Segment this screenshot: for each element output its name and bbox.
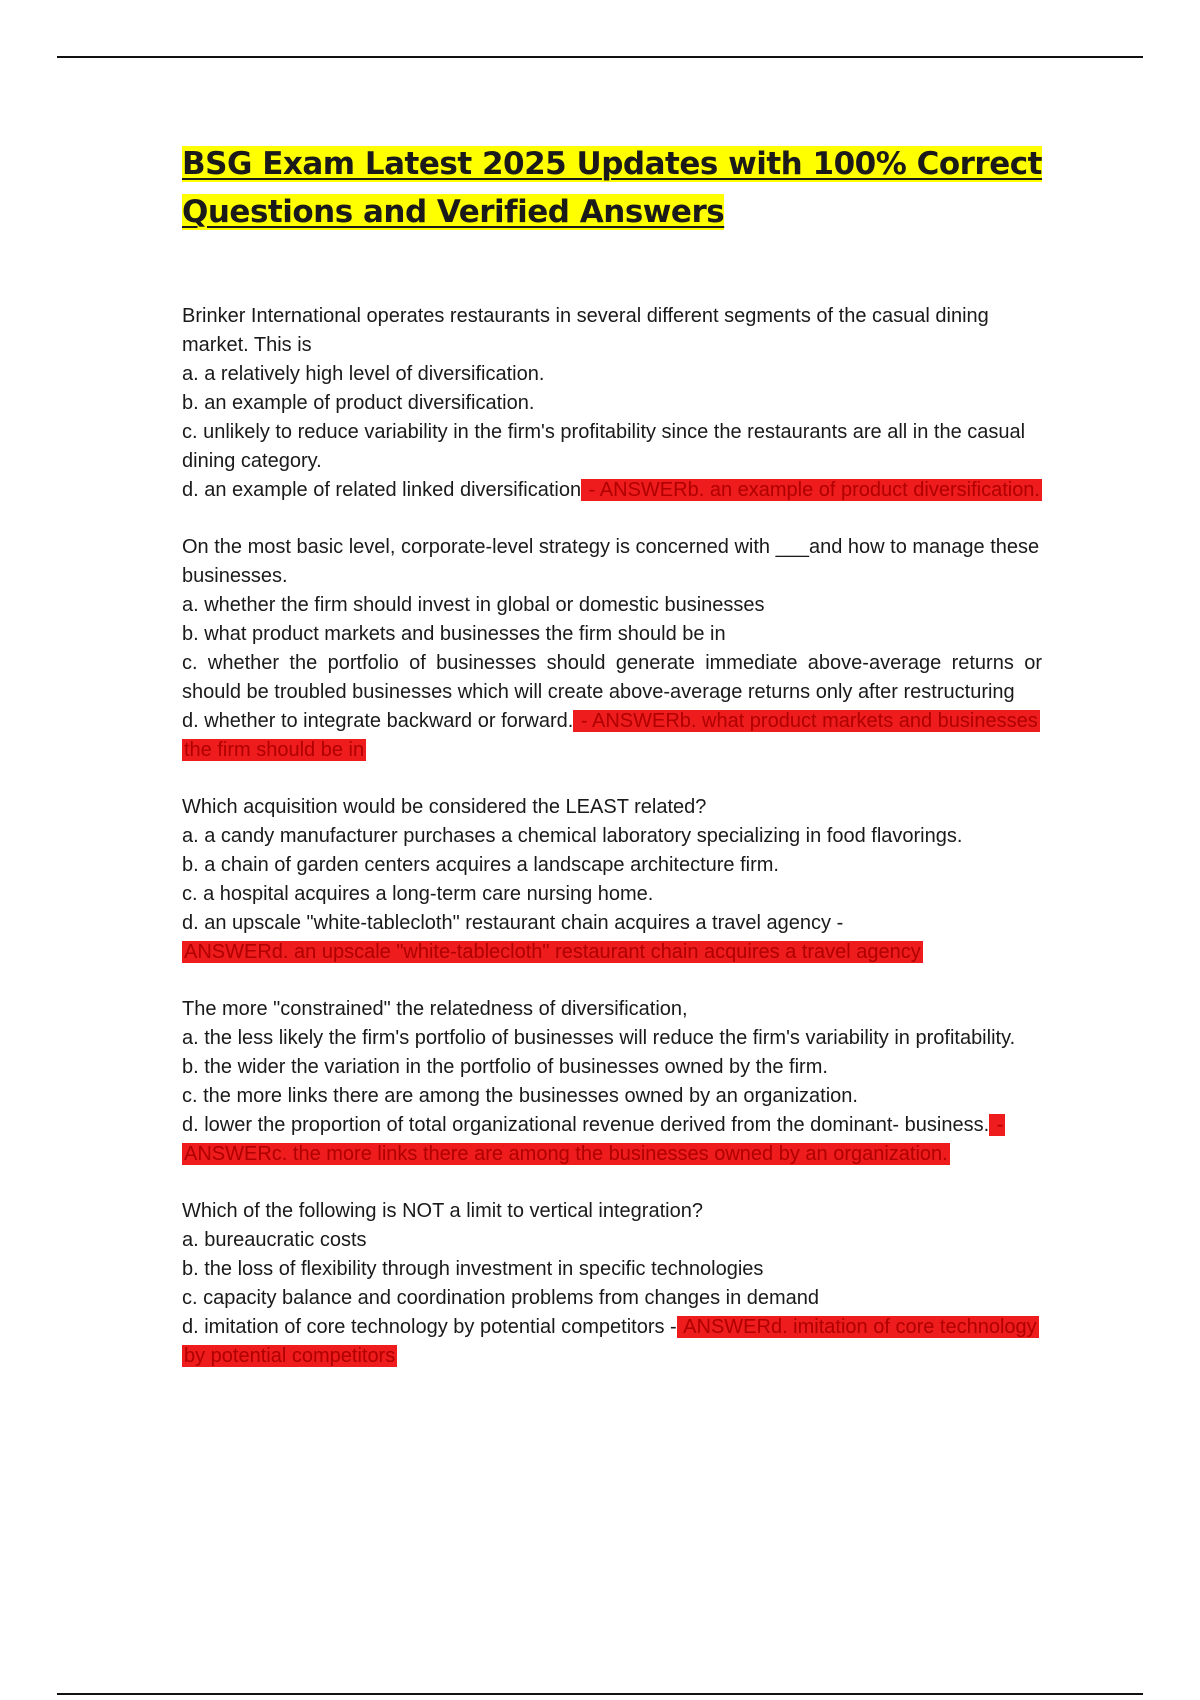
- option-b: b. what product markets and businesses the firm should be in: [182, 623, 726, 645]
- option-a: a. the less likely the firm's portfolio of businesses will reduce the firm's variability in profitability.: [182, 1027, 1016, 1049]
- option-c: c. the more links there are among the businesses owned by an organization.: [182, 1085, 858, 1107]
- question-list: [182, 302, 1042, 1371]
- option-d-with-answer: [182, 1111, 1042, 1169]
- answer-highlight: - ANSWERb. what product markets and businesses the firm should be in: [184, 710, 1038, 761]
- option-d-with-answer: [182, 1313, 1042, 1371]
- question-block: [182, 302, 1042, 505]
- option-d: d. an example of related linked diversification: [182, 479, 582, 501]
- document-title: [182, 140, 1042, 236]
- answer-highlight: - ANSWERc. the more links there are among the businesses owned by an organization.: [184, 1114, 1004, 1165]
- option-a: a. bureaucratic costs: [182, 1229, 367, 1251]
- option-d: d. imitation of core technology by potential competitors -: [182, 1316, 677, 1338]
- question-stem: The more "constrained" the relatedness of diversification,: [182, 998, 688, 1020]
- answer-highlight: - ANSWERb. an example of product diversification.: [583, 479, 1040, 501]
- question-stem: Brinker International operates restaurants in several different segments of the casual dining market. This is: [182, 305, 989, 356]
- option-b: b. the wider the variation in the portfolio of businesses owned by the firm.: [182, 1056, 828, 1078]
- option-b: b. an example of product diversification.: [182, 392, 535, 414]
- option-d: d. lower the proportion of total organizational revenue derived from the dominant- business.: [182, 1114, 990, 1136]
- option-d-with-answer: [182, 707, 1042, 765]
- option-d-with-answer: [182, 476, 1042, 505]
- question-stem: On the most basic level, corporate-level strategy is concerned with ___and how to manage these businesses.: [182, 536, 1040, 587]
- question-stem: Which of the following is NOT a limit to vertical integration?: [182, 1200, 703, 1222]
- option-c: c. unlikely to reduce variability in the firm's profitability since the restaurants are all in the casual dining category.: [182, 421, 1026, 472]
- title-line-1: BSG Exam Latest 2025 Updates with 100% Correct: [182, 146, 1042, 182]
- question-block: [182, 793, 1042, 967]
- answer-highlight: ANSWERd. an upscale "white-tablecloth" restaurant chain acquires a travel agency: [184, 941, 921, 963]
- option-c: c. a hospital acquires a long-term care nursing home.: [182, 883, 654, 905]
- option-b: b. the loss of flexibility through investment in specific technologies: [182, 1258, 764, 1280]
- question-block: [182, 1197, 1042, 1371]
- option-a: a. a relatively high level of diversification.: [182, 363, 545, 385]
- option-c: c. whether the portfolio of businesses should generate immediate above-average returns or should be troubled businesses which will create above-average returns only after restructuring: [182, 652, 1042, 703]
- option-a: a. whether the firm should invest in global or domestic businesses: [182, 594, 765, 616]
- option-c: c. capacity balance and coordination problems from changes in demand: [182, 1287, 820, 1309]
- document-body: [182, 140, 1042, 1399]
- question-block: [182, 995, 1042, 1169]
- question-stem: Which acquisition would be considered the LEAST related?: [182, 796, 707, 818]
- option-d: d. an upscale "white-tablecloth" restaurant chain acquires a travel agency -: [182, 912, 844, 934]
- top-rule: [57, 56, 1143, 58]
- answer-line: [182, 938, 1042, 967]
- question-block: [182, 533, 1042, 765]
- answer-highlight: ANSWERd. imitation of core technology by potential competitors: [184, 1316, 1037, 1367]
- title-line-2: Questions and Verified Answers: [182, 194, 725, 230]
- option-a: a. a candy manufacturer purchases a chemical laboratory specializing in food flavorings.: [182, 825, 963, 847]
- option-b: b. a chain of garden centers acquires a landscape architecture firm.: [182, 854, 779, 876]
- option-d: d. whether to integrate backward or forward.: [182, 710, 574, 732]
- bottom-rule: [57, 1693, 1143, 1695]
